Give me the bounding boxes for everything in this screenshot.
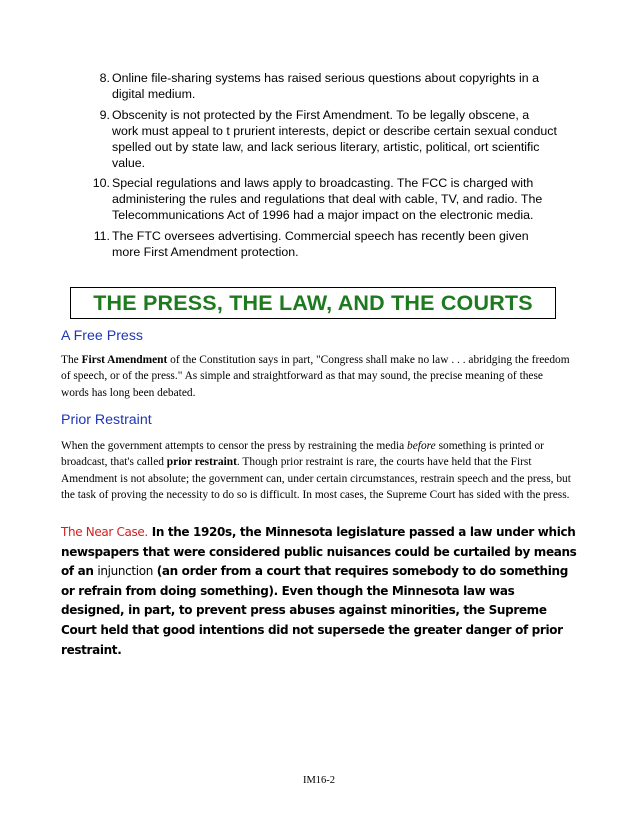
list-item-text: The FTC oversees advertising. Commercial speech has recently been given more First Amendment protection. (112, 229, 529, 260)
heading-prior-restraint: Prior Restraint (61, 412, 152, 428)
italic-term-before: before (407, 440, 436, 452)
list-item (88, 108, 558, 172)
list-item-text: Obscenity is not protected by the First Amendment. To be legally obscene, a work must appeal to t prurient interests, depict or describe certain sexual conduct spelled out by state law, and lack serious literary, artistic, political, ort scientific value. (112, 107, 557, 170)
term-injunction: injunction (97, 564, 153, 579)
bold-term-first-amendment: First Amendment (81, 354, 168, 366)
section-title: THE PRESS, THE LAW, AND THE COURTS (93, 291, 533, 315)
text-run: The (61, 354, 82, 366)
text-run: In the 1920s, the Minnesota legislature passed a law under which newspapers that were considered public nuisances could be curtailed by means of an (61, 525, 577, 579)
list-item-number: 11. (93, 229, 110, 244)
paragraph-prior-restraint (61, 438, 571, 504)
list-item (88, 71, 558, 103)
near-case-lead: The Near Case. (61, 525, 148, 539)
list-item-number: 8. (99, 71, 110, 85)
text-run: (an order from a court that requires somebody to do something or refrain from doing something). Even though the Minnesota law was designed, in part, to prevent press abuses against minorities, the Supreme Court held that good intentions did not supersede the greater danger of prior restraint. (61, 564, 568, 657)
text-run: . Though prior restraint is rare, the courts have held that the First Amendment is not absolute; the government can, under certain circumstances, restrain speech and the press, but the task of proving the necessity to do so is difficult. In most cases, the Supreme Court has sided with the press. (61, 456, 571, 502)
bold-term-prior-restraint: prior restraint (166, 456, 237, 469)
heading-free-press: A Free Press (61, 328, 144, 344)
page-footer: IM16-2 (302, 775, 336, 786)
list-item-text: Special regulations and laws apply to broadcasting. The FCC is charged with administering the rules and regulations that deal with cable, TV, and radio. The Telecommunications Act of 1996 had a major impact on the electronic media. (112, 176, 543, 223)
numbered-list (88, 71, 558, 266)
text-run: of the Constitution says in part, "Congress shall make no law . . . abridging the freedom of speech, or of the press." As simple and straightforward as that may sound, the precise meaning of these words has long been debated. (61, 354, 570, 399)
paragraph-free-press (61, 352, 571, 401)
text-run: something is printed or broadcast, that's called (61, 440, 544, 469)
list-item-text: Online file-sharing systems has raised serious questions about copyrights in a digital medium. (112, 71, 540, 101)
list-item-number: 10. (92, 176, 110, 191)
list-item-number: 9. (99, 107, 110, 122)
section-banner (70, 287, 556, 319)
text-run: When the government attempts to censor the press by restraining the media (61, 440, 408, 452)
list-item (88, 176, 558, 224)
list-item (88, 229, 558, 261)
paragraph-near-case (61, 523, 577, 660)
